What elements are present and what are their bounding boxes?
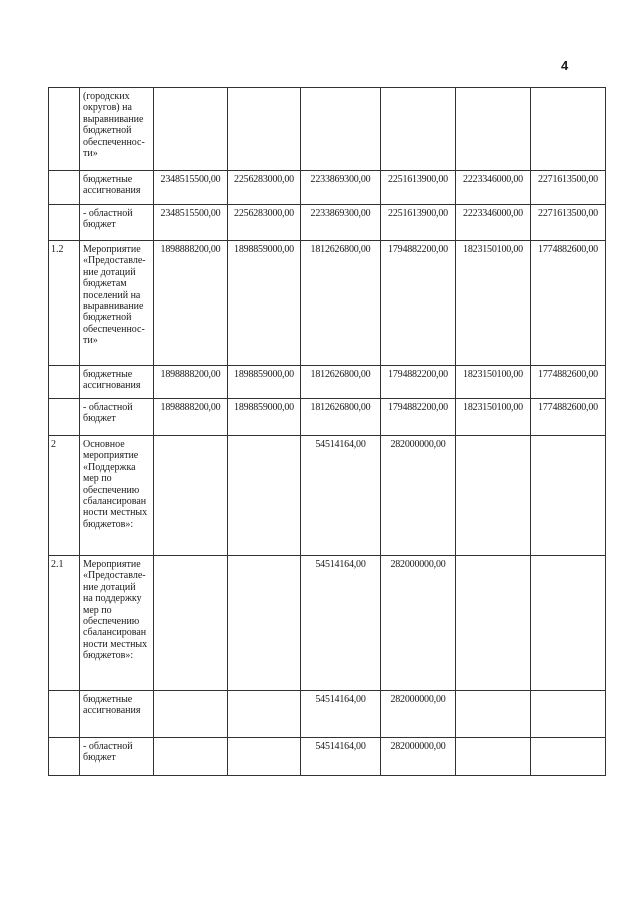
value-cell	[154, 88, 228, 171]
value-cell	[456, 738, 531, 776]
value-cell: 54514164,00	[301, 436, 381, 556]
row-description: - областной бюджет	[80, 738, 154, 776]
row-number: 2	[49, 436, 80, 556]
row-number	[49, 738, 80, 776]
row-description: Мероприятие «Предоставле- ние дотаций на поддержку мер по обеспечению сбалансирован ности местных бюджетов»:	[80, 556, 154, 691]
value-cell	[228, 436, 301, 556]
value-cell: 282000000,00	[381, 556, 456, 691]
value-cell: 1898859000,00	[228, 366, 301, 399]
value-cell: 2256283000,00	[228, 171, 301, 205]
value-cell: 2348515500,00	[154, 171, 228, 205]
row-description: бюджетные ассигнования	[80, 366, 154, 399]
value-cell	[154, 738, 228, 776]
table-row	[49, 738, 606, 776]
value-cell: 2348515500,00	[154, 205, 228, 241]
value-cell: 1898888200,00	[154, 241, 228, 366]
value-cell: 1898888200,00	[154, 366, 228, 399]
value-cell	[456, 691, 531, 738]
value-cell	[531, 556, 606, 691]
value-cell: 54514164,00	[301, 738, 381, 776]
value-cell: 1823150100,00	[456, 366, 531, 399]
value-cell: 2251613900,00	[381, 205, 456, 241]
value-cell: 54514164,00	[301, 556, 381, 691]
row-description: - областной бюджет	[80, 205, 154, 241]
value-cell: 2223346000,00	[456, 171, 531, 205]
value-cell: 1794882200,00	[381, 241, 456, 366]
table-row	[49, 399, 606, 436]
value-cell: 1812626800,00	[301, 241, 381, 366]
page-number: 4	[561, 58, 569, 73]
value-cell: 1794882200,00	[381, 399, 456, 436]
value-cell: 2271613500,00	[531, 171, 606, 205]
table-row	[49, 171, 606, 205]
value-cell	[228, 88, 301, 171]
row-description: бюджетные ассигнования	[80, 171, 154, 205]
value-cell	[456, 88, 531, 171]
row-description: Основное мероприятие «Поддержка мер по обеспечению сбалансирован ности местных бюджетов»:	[80, 436, 154, 556]
value-cell	[154, 556, 228, 691]
value-cell: 2256283000,00	[228, 205, 301, 241]
row-description: (городских округов) на выравнивание бюджетной обеспеченнос- ти»	[80, 88, 154, 171]
value-cell: 1823150100,00	[456, 399, 531, 436]
table-row	[49, 556, 606, 691]
value-cell	[381, 88, 456, 171]
value-cell: 1774882600,00	[531, 399, 606, 436]
table-row	[49, 436, 606, 556]
row-number: 2.1	[49, 556, 80, 691]
budget-table	[48, 87, 606, 776]
table-row	[49, 366, 606, 399]
table-row	[49, 205, 606, 241]
value-cell	[154, 436, 228, 556]
value-cell: 1898888200,00	[154, 399, 228, 436]
value-cell	[456, 556, 531, 691]
value-cell	[531, 691, 606, 738]
value-cell: 2223346000,00	[456, 205, 531, 241]
value-cell	[154, 691, 228, 738]
row-number	[49, 691, 80, 738]
row-number	[49, 171, 80, 205]
value-cell	[228, 738, 301, 776]
table-row	[49, 241, 606, 366]
row-description: - областной бюджет	[80, 399, 154, 436]
value-cell: 282000000,00	[381, 436, 456, 556]
value-cell	[301, 88, 381, 171]
value-cell: 54514164,00	[301, 691, 381, 738]
value-cell: 2251613900,00	[381, 171, 456, 205]
value-cell: 2233869300,00	[301, 205, 381, 241]
value-cell	[228, 556, 301, 691]
row-number	[49, 205, 80, 241]
value-cell: 1812626800,00	[301, 399, 381, 436]
value-cell: 1823150100,00	[456, 241, 531, 366]
value-cell: 2233869300,00	[301, 171, 381, 205]
value-cell: 282000000,00	[381, 738, 456, 776]
value-cell	[531, 738, 606, 776]
row-number: 1.2	[49, 241, 80, 366]
value-cell	[456, 436, 531, 556]
value-cell: 1898859000,00	[228, 399, 301, 436]
value-cell	[531, 88, 606, 171]
table-row	[49, 691, 606, 738]
value-cell: 1774882600,00	[531, 366, 606, 399]
value-cell	[228, 691, 301, 738]
value-cell: 2271613500,00	[531, 205, 606, 241]
row-number	[49, 366, 80, 399]
value-cell: 1898859000,00	[228, 241, 301, 366]
row-description: бюджетные ассигнования	[80, 691, 154, 738]
row-number	[49, 399, 80, 436]
row-description: Мероприятие «Предоставле- ние дотаций бюджетам поселений на выравнивание бюджетной обеспеченнос- ти»	[80, 241, 154, 366]
value-cell: 1812626800,00	[301, 366, 381, 399]
value-cell: 282000000,00	[381, 691, 456, 738]
table-row	[49, 88, 606, 171]
row-number	[49, 88, 80, 171]
value-cell	[531, 436, 606, 556]
value-cell: 1774882600,00	[531, 241, 606, 366]
value-cell: 1794882200,00	[381, 366, 456, 399]
